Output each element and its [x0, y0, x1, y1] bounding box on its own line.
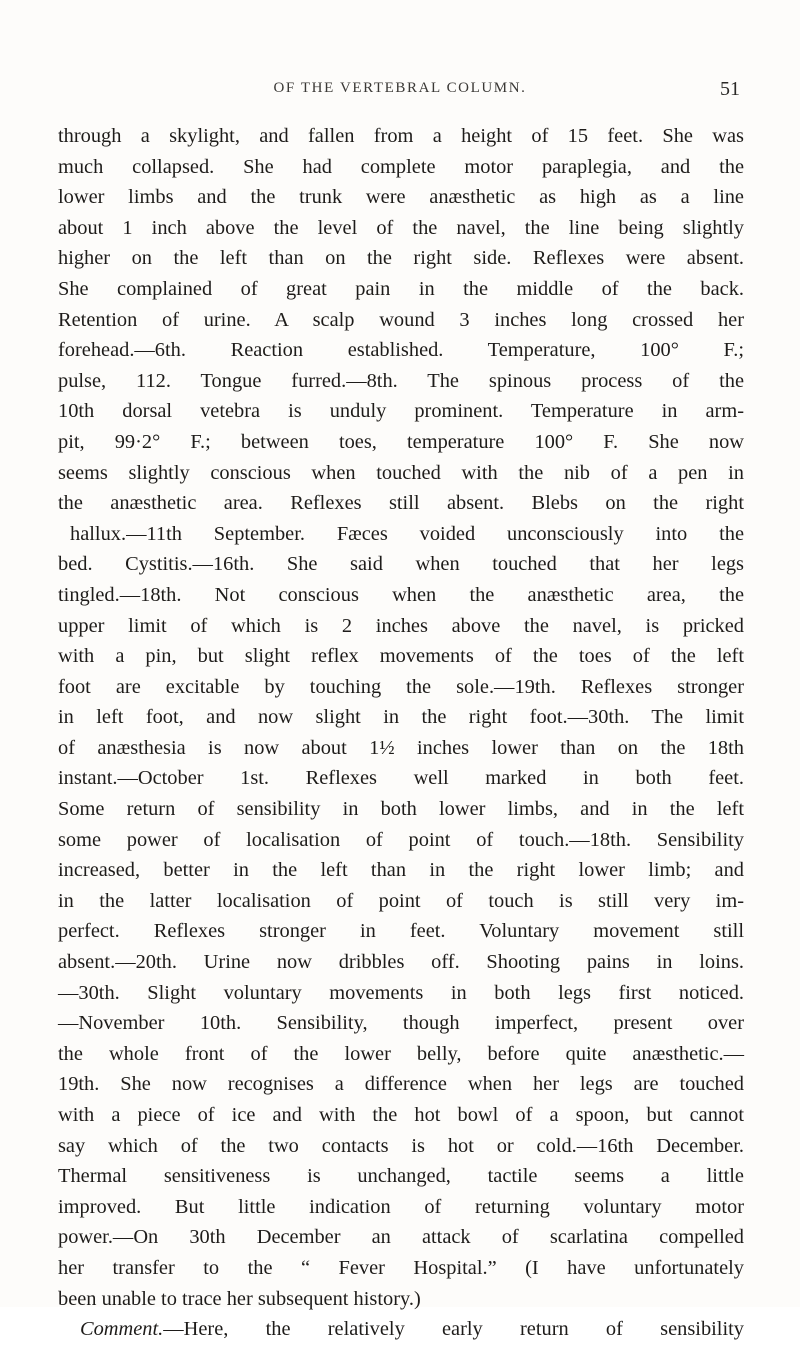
text-line: about 1 inch above the level of the navel, the line being slightly — [58, 216, 744, 239]
text-line: much collapsed. She had complete motor paraplegia, and the — [58, 155, 744, 178]
text-line: —30th. Slight voluntary movements in both legs first noticed. — [58, 981, 744, 1004]
text-line: 10th dorsal vetebra is unduly prominent. Temperature in arm- — [58, 400, 744, 423]
text-line: some power of localisation of point of touch.—18th. Sensibility — [58, 828, 744, 851]
text-line: been unable to trace her subsequent history.) — [58, 1287, 421, 1310]
text-line: say which of the two contacts is hot or cold.—16th December. — [58, 1134, 744, 1157]
running-title: OF THE VERTEBRAL COLUMN. — [273, 80, 527, 96]
text-line: Thermal sensitiveness is unchanged, tactile seems a little — [58, 1165, 744, 1188]
text-line: upper limit of which is 2 inches above the navel, is pricked — [58, 614, 744, 637]
text-line: perfect. Reflexes stronger in feet. Voluntary movement still — [58, 920, 744, 943]
body-text — [58, 121, 744, 1345]
text-line: of anæsthesia is now about 1½ inches lower than on the 18th — [58, 736, 744, 759]
text-line: pulse, 112. Tongue furred.—8th. The spinous process of the — [58, 369, 744, 392]
text-line: improved. But little indication of returning voluntary motor — [58, 1195, 744, 1218]
text-line: through a skylight, and fallen from a height of 15 feet. She was — [58, 125, 744, 147]
text-line: with a pin, but slight reflex movements of the toes of the left — [58, 645, 744, 668]
text-line: She complained of great pain in the middle of the back. — [58, 277, 744, 300]
text-line: with a piece of ice and with the hot bowl of a spoon, but cannot — [58, 1104, 744, 1126]
text-line: Some return of sensibility in both lower limbs, and in the left — [58, 798, 744, 821]
text-line: power.—On 30th December an attack of scarlatina compelled — [58, 1226, 744, 1249]
text-line: foot are excitable by touching the sole.—19th. Reflexes stronger — [58, 675, 744, 698]
text-line: seems slightly conscious when touched with the nib of a pen in — [58, 461, 744, 484]
text-line: tingled.—18th. Not conscious when the anæsthetic area, the — [58, 583, 744, 606]
text-line: pit, 99·2° F.; between toes, temperature 100° F. She now — [58, 430, 744, 453]
text-line: increased, better in the left than in the right lower limb; and — [58, 859, 744, 882]
page-number: 51 — [720, 78, 740, 100]
text-line: —November 10th. Sensibility, though imperfect, present over — [58, 1012, 744, 1035]
text-line: in left foot, and now slight in the right foot.—30th. The limit — [58, 706, 744, 729]
text-line: bed. Cystitis.—16th. She said when touched that her legs — [58, 553, 744, 576]
comment-text: —Here, the relatively early return of sensibility — [163, 1318, 744, 1341]
text-line: her transfer to the “ Fever Hospital.” (I have unfortunately — [58, 1256, 744, 1279]
comment-label: Comment. — [80, 1318, 164, 1341]
text-line: instant.—October 1st. Reflexes well marked in both feet. — [58, 767, 744, 790]
text-line: hallux.—11th September. Fæces voided unconsciously into the — [70, 522, 744, 545]
text-line: the anæsthetic area. Reflexes still absent. Blebs on the right — [58, 492, 744, 515]
text-line: in the latter localisation of point of touch is still very im- — [58, 889, 744, 912]
text-line: the whole front of the lower belly, before quite anæsthetic.— — [58, 1042, 744, 1065]
text-line: absent.—20th. Urine now dribbles off. Shooting pains in loins. — [58, 951, 744, 974]
comment-line — [58, 1314, 744, 1345]
text-line: Retention of urine. A scalp wound 3 inches long crossed her — [58, 308, 744, 331]
text-line: forehead.—6th. Reaction established. Temperature, 100° F.; — [58, 339, 744, 362]
text-line: lower limbs and the trunk were anæsthetic as high as a line — [58, 186, 744, 209]
text-line: 19th. She now recognises a difference when her legs are touched — [58, 1073, 744, 1096]
running-head — [60, 80, 740, 104]
text-line: higher on the left than on the right side. Reflexes were absent. — [58, 247, 744, 270]
